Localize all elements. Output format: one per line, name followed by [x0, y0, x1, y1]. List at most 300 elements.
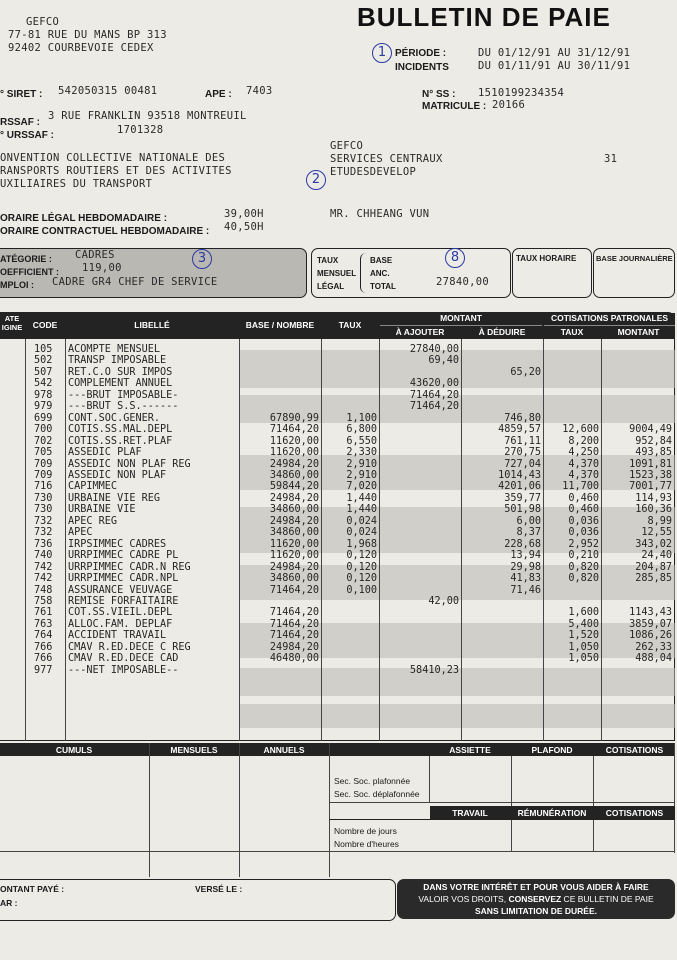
periode-value: DU 01/12/91 AU 31/12/91 [478, 47, 631, 59]
cell-base: 34860,00 [269, 527, 319, 539]
cell-taux [322, 665, 380, 676]
cell-date-origine [0, 596, 26, 607]
cell-taux: 1,968 [346, 538, 377, 550]
service-company: GEFCO [330, 140, 364, 152]
cell-base: 24984,20 [269, 641, 319, 653]
cell-taux [322, 378, 380, 389]
cell-libelle: CONT.SOC.GENER. [68, 412, 161, 424]
header-sep-montant [380, 325, 542, 326]
col-taux: TAUX [322, 320, 378, 330]
cell-code: 507 [34, 366, 53, 378]
cell-code: 699 [34, 412, 53, 424]
cell-date-origine [0, 539, 26, 550]
cell-ptaux: 4,250 [568, 447, 599, 459]
cell-base: 24984,20 [269, 515, 319, 527]
cell-libelle: IRPSIMMEC CADRES [68, 538, 167, 550]
notice-box [397, 879, 675, 919]
cell-ajouter [380, 459, 462, 470]
cell-ptaux: 0,036 [568, 515, 599, 527]
fvline-5 [511, 756, 512, 851]
cell-ajouter [380, 630, 462, 641]
taux-line-2: MENSUEL [317, 269, 357, 278]
cell-date-origine [0, 459, 26, 470]
cell-ptaux: 8,200 [568, 435, 599, 447]
base-line-2: ANC. [370, 269, 390, 278]
brace [360, 253, 366, 293]
cell-code: 700 [34, 424, 53, 436]
incidents-value: DU 01/11/91 AU 30/11/91 [478, 60, 631, 72]
cell-libelle: ASSEDIC NON PLAF REG [68, 458, 191, 470]
taux-mensuel-legal [317, 254, 356, 293]
cell-base: 34860,00 [269, 469, 319, 481]
fvline-4 [429, 756, 430, 802]
matricule-label: MATRICULE : [422, 101, 487, 112]
cell-deduire [462, 390, 544, 401]
cell-libelle: APEC [68, 527, 93, 539]
cell-ajouter [380, 527, 462, 538]
fvline-1 [149, 743, 150, 877]
cell-ajouter: 43620,00 [409, 378, 459, 390]
cell-libelle: ASSEDIC NON PLAF [68, 469, 167, 481]
table-row [0, 607, 675, 618]
table-row [0, 401, 675, 412]
cell-date-origine [0, 516, 26, 527]
cell-pmontant: 1086,26 [629, 630, 672, 642]
horaire-legal-value: 39,00H [224, 208, 264, 220]
cell-pmontant [602, 401, 675, 412]
table-row [0, 619, 675, 630]
cell-code: 977 [34, 664, 53, 676]
cell-taux: 0,100 [346, 584, 377, 596]
annotation-3: 3 [192, 249, 212, 269]
cell-ajouter [380, 436, 462, 447]
cell-ajouter [380, 573, 462, 584]
cell-code: 761 [34, 607, 53, 619]
table-row [0, 573, 675, 584]
taux-horaire-label: TAUX HORAIRE [516, 254, 577, 263]
footer-travail: TRAVAIL [452, 808, 488, 818]
cell-deduire: 501,98 [504, 504, 541, 516]
cell-base: 71464,20 [269, 607, 319, 619]
urssaf-value: 3 RUE FRANKLIN 93518 MONTREUIL [48, 110, 247, 122]
cell-ptaux: 0,820 [568, 573, 599, 585]
cell-base [240, 401, 322, 412]
horaire-legal-label: ORAIRE LÉGAL HEBDOMADAIRE : [0, 213, 168, 224]
cell-base [240, 378, 322, 389]
cell-code: 766 [34, 653, 53, 665]
cell-pmontant [602, 665, 675, 676]
cell-code: 763 [34, 618, 53, 630]
employer-address [8, 16, 167, 55]
cell-ptaux: 0,820 [568, 561, 599, 573]
cell-deduire: 746,80 [504, 412, 541, 424]
fvline-2 [239, 743, 240, 877]
header-sep-cotis [544, 325, 675, 326]
cell-taux [322, 607, 380, 618]
cell-date-origine [0, 401, 26, 412]
matricule-value: 20166 [492, 99, 526, 111]
cell-date-origine [0, 378, 26, 389]
cell-date-origine [0, 481, 26, 492]
cell-libelle: ACCIDENT TRAVAIL [68, 630, 167, 642]
cell-pmontant: 285,85 [635, 573, 672, 585]
nb-jours: Nombre de jours [334, 826, 397, 836]
base-line-1: BASE [370, 256, 393, 265]
cell-deduire: 727,04 [504, 458, 541, 470]
cell-ajouter [380, 493, 462, 504]
cell-code: 702 [34, 435, 53, 447]
cell-ajouter [380, 642, 462, 653]
urssaf-no-label: ° URSSAF : [0, 130, 54, 141]
cell-pmontant [602, 367, 675, 378]
cell-libelle: URBAINE VIE REG [68, 492, 161, 504]
cell-libelle: COTIS.SS.MAL.DEPL [68, 424, 173, 436]
nss-label: N° SS : [422, 89, 456, 100]
cell-deduire: 761,11 [504, 435, 541, 447]
cell-taux: 0,120 [346, 550, 377, 562]
cell-date-origine [0, 493, 26, 504]
service-code: 31 [604, 153, 618, 165]
cell-taux: 0,120 [346, 561, 377, 573]
employee-name: MR. CHHEANG VUN [330, 208, 430, 220]
cell-ptaux [544, 585, 602, 596]
col-cp-montant: MONTANT [602, 327, 675, 337]
cell-ptaux [544, 344, 602, 355]
cell-taux: 7,020 [346, 481, 377, 493]
cell-ajouter [380, 447, 462, 458]
cell-pmontant [602, 378, 675, 389]
fhline-3 [329, 819, 675, 820]
siret-label: ° SIRET : [0, 89, 43, 100]
cell-code: 730 [34, 492, 53, 504]
cell-code: 705 [34, 447, 53, 459]
employer-name: GEFCO [26, 16, 60, 28]
cell-libelle: URRPIMMEC CADR.NPL [68, 573, 179, 585]
taux-line-1: TAUX [317, 256, 339, 265]
cell-pmontant: 7001,77 [629, 481, 672, 493]
table-row [0, 390, 675, 401]
cell-base: 11620,00 [269, 447, 319, 459]
horaire-contract-label: ORAIRE CONTRACTUEL HEBDOMADAIRE : [0, 226, 210, 237]
annotation-1: 1 [372, 43, 392, 63]
cell-deduire [462, 355, 544, 366]
cell-deduire: 1014,43 [498, 469, 541, 481]
table-row [0, 481, 675, 492]
montant-paye-label: ONTANT PAYÉ : [0, 884, 65, 894]
cell-ptaux: 0,460 [568, 504, 599, 516]
cell-libelle: REMISE FORFAITAIRE [68, 595, 179, 607]
cell-base [240, 665, 322, 676]
table-row [0, 665, 675, 676]
convention-line-3: UXILIAIRES DU TRANSPORT [0, 178, 153, 190]
cell-base: 71464,20 [269, 618, 319, 630]
cell-ptaux: 1,050 [568, 641, 599, 653]
cell-libelle: ---NET IMPOSABLE-- [68, 664, 179, 676]
cell-taux [322, 596, 380, 607]
cell-pmontant [602, 344, 675, 355]
cell-ajouter: 71464,20 [409, 389, 459, 401]
cell-taux [322, 619, 380, 630]
cell-taux: 0,120 [346, 573, 377, 585]
cell-pmontant: 343,02 [635, 538, 672, 550]
cell-libelle: ---BRUT S.S.------ [68, 401, 179, 413]
urssaf-label: RSSAF : [0, 117, 40, 128]
cell-date-origine [0, 573, 26, 584]
table-row [0, 642, 675, 653]
employer-street: 77-81 RUE DU MANS BP 313 [8, 29, 167, 41]
cell-base [240, 367, 322, 378]
footer-cotisations: COTISATIONS [605, 745, 664, 755]
cell-taux: 1,440 [346, 504, 377, 516]
cell-taux [322, 367, 380, 378]
cell-pmontant: 114,93 [635, 492, 672, 504]
categorie-label: ATÉGORIE : [0, 254, 52, 264]
cell-pmontant: 9004,49 [629, 424, 672, 436]
table-row [0, 424, 675, 435]
cell-deduire [462, 401, 544, 412]
cell-ajouter: 27840,00 [409, 344, 459, 355]
cell-deduire [462, 344, 544, 355]
cell-base [240, 355, 322, 366]
cell-ptaux: 5,400 [568, 618, 599, 630]
cell-libelle: APEC REG [68, 515, 118, 527]
cell-ajouter [380, 504, 462, 515]
table-row [0, 562, 675, 573]
cell-date-origine [0, 424, 26, 435]
cell-deduire [462, 653, 544, 664]
table-row [0, 550, 675, 561]
cell-date-origine [0, 367, 26, 378]
cell-base: 24984,20 [269, 561, 319, 573]
cell-base: 11620,00 [269, 538, 319, 550]
cell-deduire [462, 607, 544, 618]
cell-date-origine [0, 630, 26, 641]
annotation-8: 8 [445, 248, 465, 268]
cell-ajouter [380, 619, 462, 630]
cell-taux: 0,024 [346, 515, 377, 527]
cell-deduire: 270,75 [504, 447, 541, 459]
cell-code: 764 [34, 630, 53, 642]
cell-base [240, 390, 322, 401]
cell-ptaux: 0,210 [568, 550, 599, 562]
cell-taux [322, 390, 380, 401]
cell-ptaux [544, 378, 602, 389]
footer-mensuels: MENSUELS [170, 745, 218, 755]
cell-code: 716 [34, 481, 53, 493]
cell-pmontant: 160,36 [635, 504, 672, 516]
cell-code: 766 [34, 641, 53, 653]
cell-deduire [462, 619, 544, 630]
cell-ptaux: 0,036 [568, 527, 599, 539]
cell-date-origine [0, 447, 26, 458]
cell-libelle: ACOMPTE MENSUEL [68, 344, 161, 355]
cell-taux: 0,024 [346, 527, 377, 539]
base-journaliere-label: BASE JOURNALIÈRE [596, 254, 673, 263]
col-cotisations-patronales: COTISATIONS PATRONALES [544, 313, 675, 323]
table-row [0, 367, 675, 378]
cell-base [240, 344, 322, 355]
cell-libelle: COTIS.SS.RET.PLAF [68, 435, 173, 447]
cell-deduire [462, 642, 544, 653]
cell-libelle: CMAV R.ED.DECE C REG [68, 641, 191, 653]
nb-heures: Nombre d'heures [334, 839, 399, 849]
emploi-value: CADRE GR4 CHEF DE SERVICE [52, 276, 218, 288]
cell-ptaux [544, 413, 602, 424]
fvline-right [674, 743, 675, 853]
cell-ptaux: 11,700 [562, 481, 599, 493]
col-a-deduire: À DÉDUIRE [462, 327, 542, 337]
notice-line-3: SANS LIMITATION DE DURÉE. [475, 906, 597, 916]
cell-ptaux [544, 401, 602, 412]
cell-taux: 6,800 [346, 424, 377, 436]
cell-code: 732 [34, 527, 53, 539]
cell-pmontant [602, 355, 675, 366]
cell-pmontant [602, 596, 675, 607]
cell-ptaux [544, 596, 602, 607]
cell-ajouter [380, 413, 462, 424]
cell-libelle: URBAINE VIE [68, 504, 136, 516]
cell-ptaux: 0,460 [568, 492, 599, 504]
cell-deduire: 13,94 [510, 550, 541, 562]
cell-base: 34860,00 [269, 573, 319, 585]
cell-pmontant [602, 413, 675, 424]
cell-date-origine [0, 562, 26, 573]
cell-base: 59844,20 [269, 481, 319, 493]
cell-date-origine [0, 344, 26, 355]
cell-taux: 1,440 [346, 492, 377, 504]
coefficient-value: 119,00 [82, 262, 122, 274]
cell-deduire: 228,68 [504, 538, 541, 550]
fhline-2 [0, 851, 675, 852]
ape-value: 7403 [246, 85, 273, 97]
cell-date-origine [0, 527, 26, 538]
cell-ajouter [380, 424, 462, 435]
cell-date-origine [0, 470, 26, 481]
periode-label: PÉRIODE : [395, 48, 447, 59]
page-title: BULLETIN DE PAIE [357, 2, 611, 32]
cell-pmontant [602, 390, 675, 401]
cell-date-origine [0, 619, 26, 630]
cell-base: 67890,99 [269, 412, 319, 424]
cell-deduire: 8,37 [516, 527, 541, 539]
taux-line-3: LÉGAL [317, 282, 345, 291]
cell-code: 742 [34, 573, 53, 585]
table-row [0, 459, 675, 470]
cell-libelle: ASSURANCE VEUVAGE [68, 584, 173, 596]
cell-ajouter [380, 585, 462, 596]
cell-code: 502 [34, 355, 53, 367]
cell-taux [322, 630, 380, 641]
categorie-value: CADRES [75, 249, 115, 261]
cell-code: 748 [34, 584, 53, 596]
cell-base: 24984,20 [269, 458, 319, 470]
cell-code: 758 [34, 595, 53, 607]
nss-value: 1510199234354 [478, 87, 565, 99]
col-base-nombre: BASE / NOMBRE [240, 320, 320, 330]
cell-libelle: TRANSP IMPOSABLE [68, 355, 167, 367]
service-dept: ETUDESDEVELOP [330, 166, 417, 178]
table-row [0, 653, 675, 664]
cell-date-origine [0, 585, 26, 596]
notice-line-2 [397, 893, 675, 905]
col-date-origine: ATE IGINE [1, 314, 23, 332]
col-cp-taux: TAUX [544, 327, 600, 337]
table-row [0, 516, 675, 527]
cell-pmontant: 952,84 [635, 435, 672, 447]
table-row [0, 504, 675, 515]
cell-libelle: ASSEDIC PLAF [68, 447, 142, 459]
cell-ajouter [380, 550, 462, 561]
cell-deduire: 29,98 [510, 561, 541, 573]
col-a-ajouter: À AJOUTER [380, 327, 460, 337]
cell-ptaux [544, 367, 602, 378]
cell-libelle: CAPIMMEC [68, 481, 118, 493]
cell-ptaux: 12,600 [562, 424, 599, 436]
cell-pmontant: 3859,07 [629, 618, 672, 630]
cell-date-origine [0, 413, 26, 424]
cell-ajouter: 42,00 [428, 595, 459, 607]
cell-date-origine [0, 653, 26, 664]
cell-libelle: URRPIMMEC CADRE PL [68, 550, 179, 562]
cell-libelle: URRPIMMEC CADR.N REG [68, 561, 191, 573]
cell-ajouter: 69,40 [428, 355, 459, 367]
employer-city: 92402 COURBEVOIE CEDEX [8, 42, 154, 54]
cell-pmontant [602, 585, 675, 596]
cell-base: 71464,20 [269, 424, 319, 436]
band-8 [240, 704, 675, 728]
sec-plaf: Sec. Soc. plafonnée [334, 776, 411, 786]
cell-libelle: ALLOC.FAM. DEPLAF [68, 618, 173, 630]
col-libelle: LIBELLÉ [66, 320, 238, 330]
cell-deduire: 41,83 [510, 573, 541, 585]
cell-pmontant: 1523,38 [629, 469, 672, 481]
cell-ajouter [380, 607, 462, 618]
table-row [0, 413, 675, 424]
cell-code: 542 [34, 378, 53, 390]
cell-taux: 1,100 [346, 412, 377, 424]
table-row [0, 596, 675, 607]
table-row [0, 527, 675, 538]
cell-taux [322, 344, 380, 355]
convention-line-2: RANSPORTS ROUTIERS ET DES ACTIVITES [0, 165, 232, 177]
cell-date-origine [0, 504, 26, 515]
table-row [0, 378, 675, 389]
cell-pmontant: 204,87 [635, 561, 672, 573]
cell-ajouter [380, 562, 462, 573]
siret-value: 542050315 00481 [58, 85, 158, 97]
cell-date-origine [0, 607, 26, 618]
cell-date-origine [0, 642, 26, 653]
table-row [0, 630, 675, 641]
table-row [0, 539, 675, 550]
urssaf-no-value: 1701328 [117, 124, 164, 136]
cell-deduire: 359,77 [504, 492, 541, 504]
cell-ptaux: 1,050 [568, 653, 599, 665]
cell-pmontant: 24,40 [641, 550, 672, 562]
cell-deduire: 71,46 [510, 584, 541, 596]
cell-date-origine [0, 355, 26, 366]
cell-deduire [462, 665, 544, 676]
cell-ptaux: 1,600 [568, 607, 599, 619]
coefficient-label: OEFFICIENT : [0, 267, 59, 277]
payslip-lines [0, 344, 675, 676]
par-label: AR : [0, 898, 18, 908]
cell-libelle: ---BRUT IMPOSABLE- [68, 389, 179, 401]
annotation-2: 2 [306, 170, 326, 190]
col-montant: MONTANT [380, 313, 542, 323]
cell-date-origine [0, 436, 26, 447]
cell-base: 34860,00 [269, 504, 319, 516]
